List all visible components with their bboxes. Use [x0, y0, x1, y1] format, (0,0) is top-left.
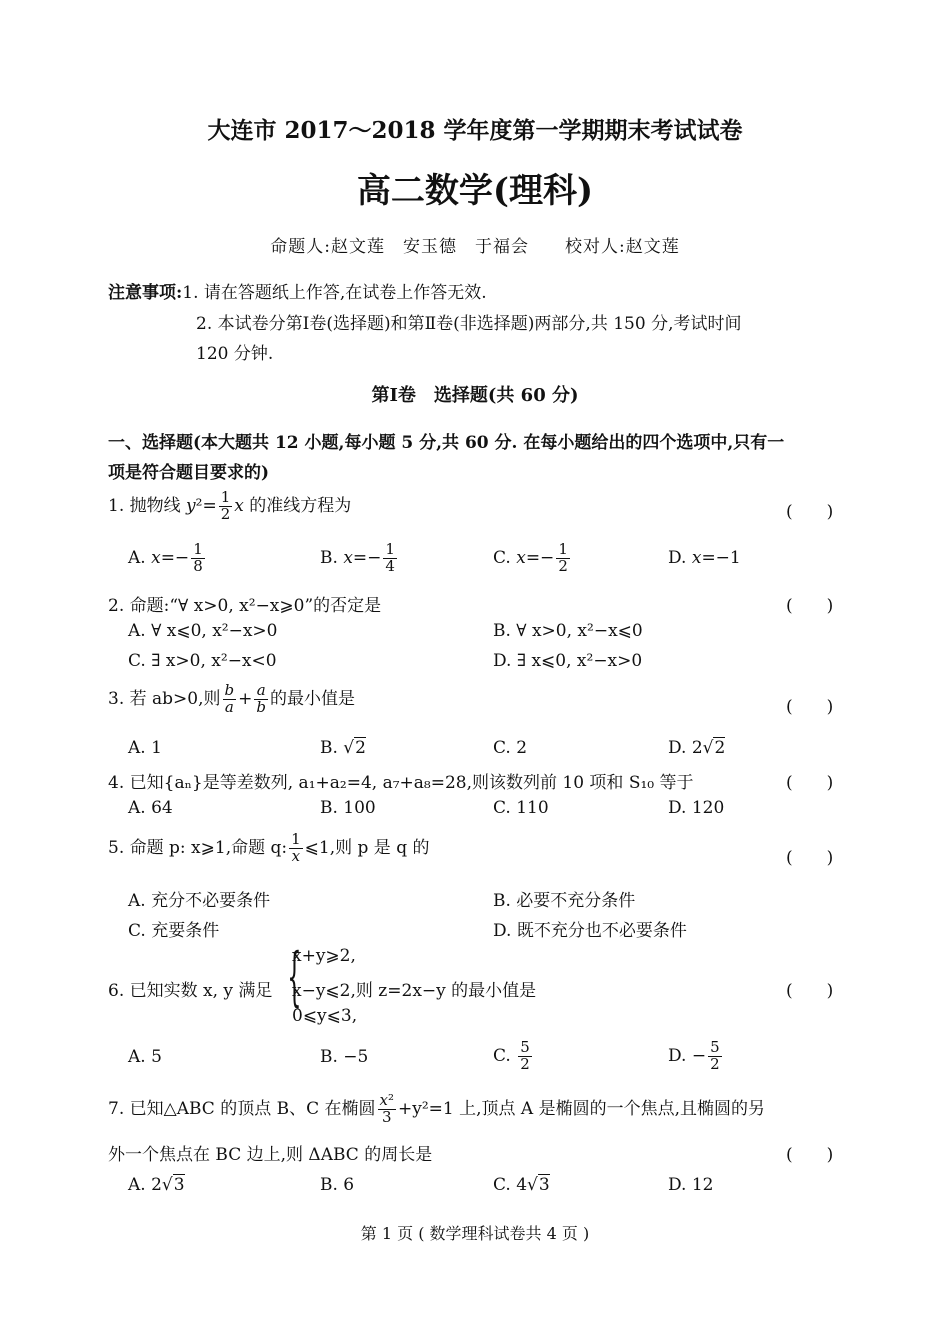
q7-option-d: D. 12: [668, 1175, 714, 1195]
q2-option-b: B. ∀ x>0, x²−x⩽0: [493, 621, 643, 641]
notes-label: 注意事项:: [108, 283, 183, 303]
q1-option-a: A. x=− $\frac{1}{8}$: [128, 540, 203, 575]
q5-option-d: D. 既不充分也不必要条件: [493, 921, 687, 941]
q7-option-c: C. 4√3: [493, 1175, 550, 1195]
q1-stem: 1. 抛物线 y²= $\frac{1}{2}$ x 的准线方程为: [108, 488, 352, 523]
q6-option-c: C. $\frac{5}{2}$: [493, 1038, 530, 1073]
exam-authors: 命题人:赵文莲 安玉德 于福会 校对人:赵文莲: [270, 237, 680, 257]
q3-answer-bracket: ( ): [786, 697, 834, 717]
q1-option-b: B. x=− $\frac{1}{4}$: [320, 540, 395, 575]
q2-answer-bracket: ( ): [786, 596, 834, 616]
q5-stem: 5. 命题 p: x⩾1,命题 q: $\frac{1}{x}$ ⩽1,则 p 是 q 的: [108, 830, 430, 865]
q3-option-d: D. 2√2: [668, 738, 726, 758]
exam-subject: 高二数学(理科): [356, 171, 594, 211]
page-footer: 第 1 页 ( 数学理科试卷共 4 页 ): [360, 1224, 590, 1243]
q1-fraction: $\frac{1}{2}$: [220, 488, 231, 523]
q1-answer-bracket: ( ): [786, 502, 834, 522]
q1-option-d: D. x=−1: [668, 548, 741, 568]
q6-answer-bracket: ( ): [786, 981, 834, 1001]
q3-stem: 3. 若 ab>0,则 $\frac{b}{a}$ + $\frac{a}{b}$ 的最小值是: [108, 681, 355, 716]
q4-option-c: C. 110: [493, 798, 549, 818]
q4-option-b: B. 100: [320, 798, 376, 818]
q6-system-brace: {: [287, 940, 302, 1014]
q5-answer-bracket: ( ): [786, 848, 834, 868]
q6-stem: 6. 已知实数 x, y 满足: [108, 981, 273, 1001]
q6-constraint-2: x−y⩽2,则 z=2x−y 的最小值是: [292, 981, 537, 1001]
q4-stem: 4. 已知{aₙ}是等差数列, a₁+a₂=4, a₇+a₈=28,则该数列前 10 项和 S₁₀ 等于: [108, 773, 694, 793]
notes-item-2-line2: 120 分钟.: [196, 344, 274, 364]
notes-line-1: [108, 278, 487, 303]
q5-option-a: A. 充分不必要条件: [128, 891, 271, 911]
q7-answer-bracket: ( ): [786, 1145, 834, 1165]
q6-constraint-1: x+y⩾2,: [292, 946, 356, 966]
q6-option-a: A. 5: [128, 1047, 162, 1067]
q2-option-a: A. ∀ x⩽0, x²−x>0: [128, 621, 278, 641]
q4-option-a: A. 64: [128, 798, 173, 818]
q7-stem-line2: 外一个焦点在 BC 边上,则 ΔABC 的周长是: [108, 1145, 433, 1165]
q7-option-a: A. 2√3: [128, 1175, 185, 1195]
q6-option-d: D. − $\frac{5}{2}$: [668, 1038, 720, 1073]
section-intro-line2: 项是符合题目要求的): [108, 463, 270, 483]
q1-option-c: C. x=− $\frac{1}{2}$: [493, 540, 568, 575]
q7-option-b: B. 6: [320, 1175, 355, 1195]
notes-item-2-line1: 2. 本试卷分第Ⅰ卷(选择题)和第Ⅱ卷(非选择题)两部分,共 150 分,考试时间: [196, 314, 742, 334]
q4-option-d: D. 120: [668, 798, 725, 818]
q6-constraint-3: 0⩽y⩽3,: [292, 1006, 358, 1026]
q6-option-b: B. −5: [320, 1047, 369, 1067]
q5-option-b: B. 必要不充分条件: [493, 891, 636, 911]
q4-answer-bracket: ( ): [786, 773, 834, 793]
notes-item-1: 1. 请在答题纸上作答,在试卷上作答无效.: [182, 283, 487, 303]
exam-title: 大连市 2017～2018 学年度第一学期期末考试试卷: [207, 117, 743, 144]
q3-option-a: A. 1: [128, 738, 162, 758]
q3-option-b: B. √2: [320, 738, 366, 758]
q2-option-c: C. ∃ x>0, x²−x<0: [128, 651, 277, 671]
q5-option-c: C. 充要条件: [128, 921, 220, 941]
q3-option-c: C. 2: [493, 738, 528, 758]
q2-option-d: D. ∃ x⩽0, x²−x>0: [493, 651, 643, 671]
section-intro-line1: 一、选择题(本大题共 12 小题,每小题 5 分,共 60 分. 在每小题给出的四个选项中,只有一: [108, 433, 785, 453]
q2-stem: 2. 命题:“∀ x>0, x²−x⩾0”的否定是: [108, 596, 382, 616]
q7-stem-line1: 7. 已知△ABC 的顶点 B、C 在椭圆 $\frac{\text{x²}}{3}$ +y²=1 上,顶点 A 是椭圆的一个焦点,且椭圆的另: [108, 1091, 766, 1126]
section-heading: 第Ⅰ卷 选择题(共 60 分): [371, 385, 579, 406]
